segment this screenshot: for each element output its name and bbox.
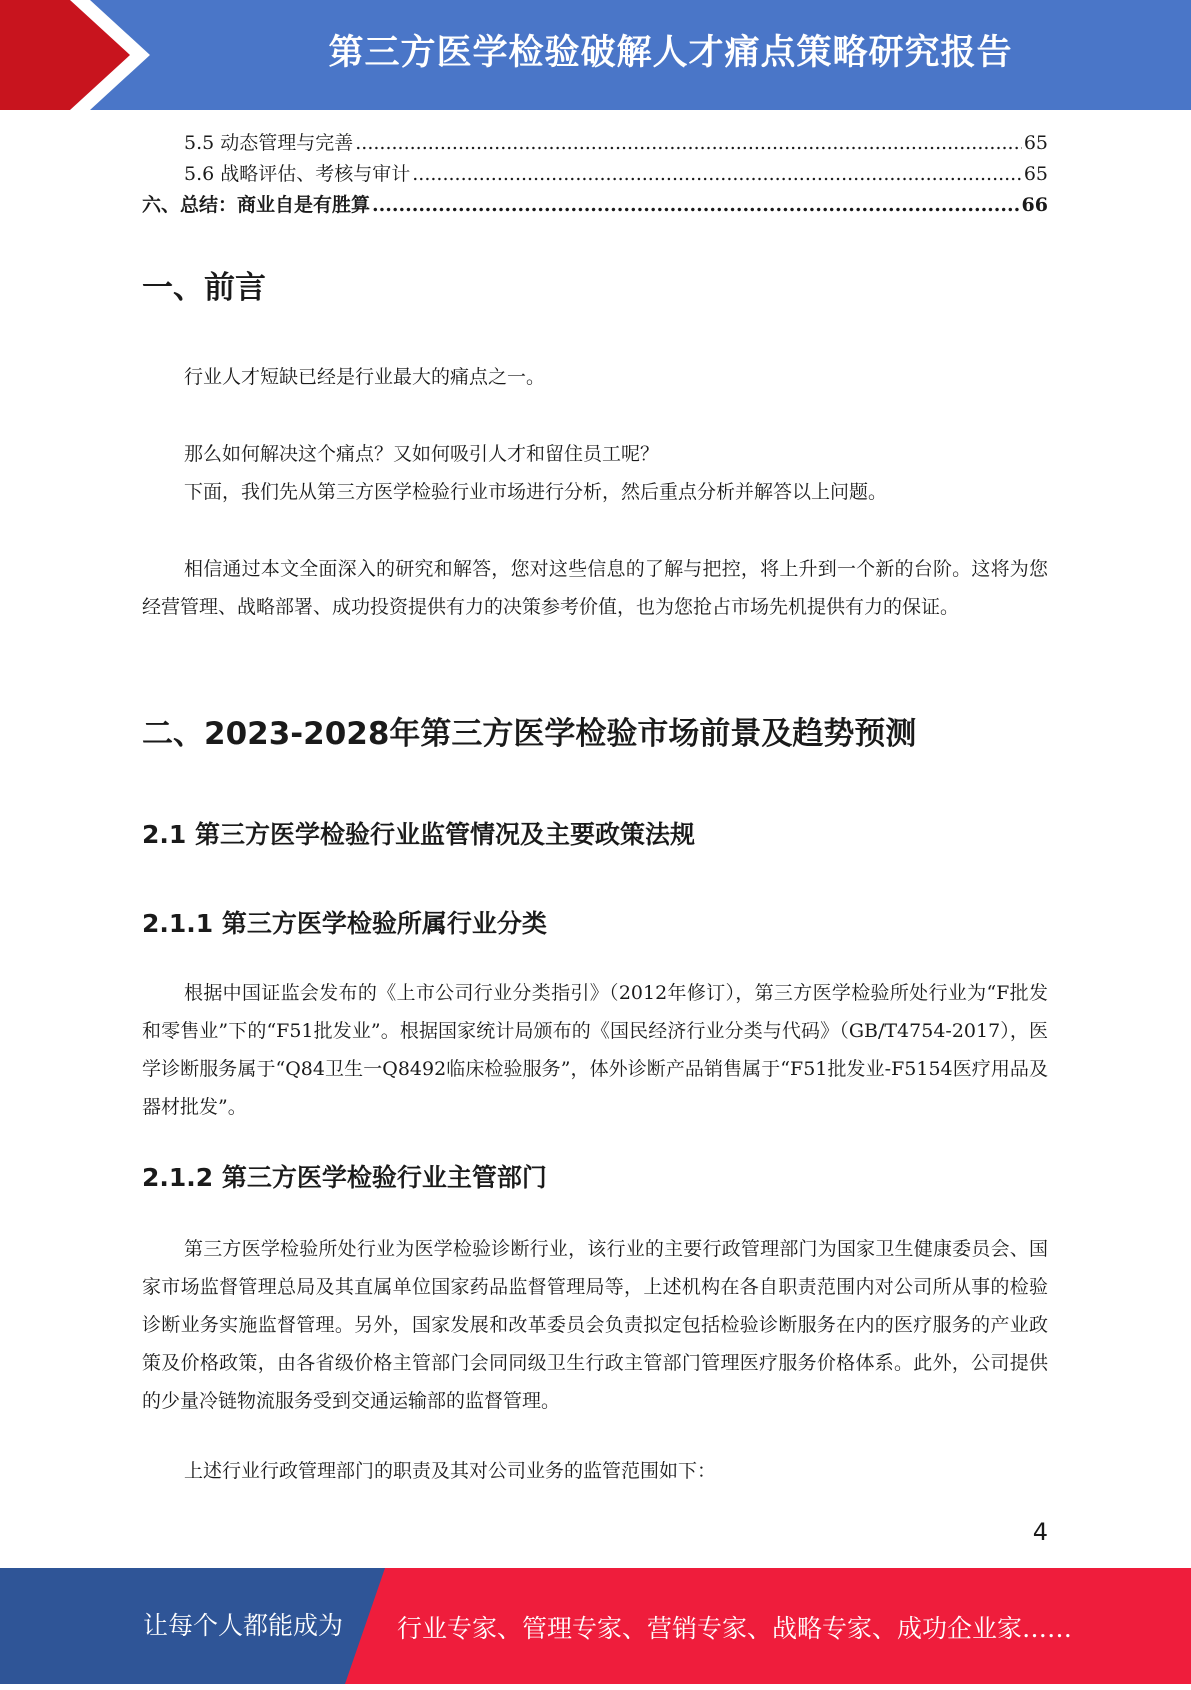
toc-entry-5-6[interactable] <box>142 159 1048 190</box>
toc-entry-5-5[interactable] <box>142 128 1048 159</box>
footer-slogan-left: 让每个人都能成为 <box>143 1611 344 1640</box>
paragraph: 第三方医学检验所处行业为医学检验诊断行业，该行业的主要行政管理部门为国家卫生健康委员会、国家市场监督管理总局及其直属单位国家药品监督管理局等，上述机构在各自职责范围内对公司所从事的检验诊断业务实施监督管理。另外，国家发展和改革委员会负责拟定包括检验诊断服务在内的医疗服务的产业政策及价格政策，由各省级价格主管部门会同同级卫生行政主管部门管理医疗服务价格体系。此外，公司提供的少量冷链物流服务受到交通运输部的监督管理。 <box>142 1238 1048 1412</box>
subsection-heading-2-1-2: 2.1.2 第三方医学检验行业主管部门 <box>142 1163 547 1192</box>
subsection-heading-2-1: 2.1 第三方医学检验行业监管情况及主要政策法规 <box>142 820 695 849</box>
paragraph: 下面，我们先从第三方医学检验行业市场进行分析，然后重点分析并解答以上问题。 <box>184 481 888 503</box>
paragraph: 那么如何解决这个痛点？又如何吸引人才和留住员工呢？ <box>184 443 660 465</box>
page-number: 4 <box>1032 1518 1048 1546</box>
footer-slogan-right: 行业专家、管理专家、营销专家、战略专家、成功企业家…… <box>397 1614 1073 1643</box>
page-header <box>0 0 1191 110</box>
page-footer <box>0 1568 1191 1684</box>
table-of-contents <box>142 128 1048 221</box>
paragraph: 上述行业行政管理部门的职责及其对公司业务的监管范围如下： <box>184 1460 717 1482</box>
section-heading-preface: 一、前言 <box>142 270 266 306</box>
toc-page-number: 65 <box>1023 163 1048 185</box>
paragraph: 根据中国证监会发布的《上市公司行业分类指引》（2012年修订），第三方医学检验所处行业为“F批发和零售业”下的“F51批发业”。根据国家统计局颁布的《国民经济行业分类与代码》（GB/T4754-2017），医学诊断服务属于“Q84卫生一Q8492临床检验服务”，体外诊断产品销售属于“F51批发业-F5154医疗用品及器材批发”。 <box>142 982 1048 1118</box>
header-title: 第三方医学检验破解人才痛点策略研究报告 <box>328 33 1013 73</box>
toc-leader-dots <box>355 132 1022 154</box>
section-heading-market: 二、2023-2028年第三方医学检验市场前景及趋势预测 <box>142 716 917 752</box>
toc-entry-6[interactable] <box>142 190 1048 221</box>
toc-label: 六、总结：商业自是有胜算 <box>142 194 371 216</box>
toc-page-number: 65 <box>1023 132 1048 154</box>
toc-label: 5.6 战略评估、考核与审计 <box>184 163 411 185</box>
subsection-heading-2-1-1: 2.1.1 第三方医学检验所属行业分类 <box>142 909 547 938</box>
header-chevron-graphic <box>0 0 160 110</box>
toc-leader-dots <box>372 194 1020 216</box>
paragraph: 相信通过本文全面深入的研究和解答，您对这些信息的了解与把控，将上升到一个新的台阶。这将为您经营管理、战略部署、成功投资提供有力的决策参考价值，也为您抢占市场先机提供有力的保证。 <box>142 558 1048 618</box>
toc-label: 5.5 动态管理与完善 <box>184 132 354 154</box>
paragraph: 行业人才短缺已经是行业最大的痛点之一。 <box>184 366 546 388</box>
toc-leader-dots <box>412 163 1022 185</box>
toc-page-number: 66 <box>1021 194 1048 216</box>
